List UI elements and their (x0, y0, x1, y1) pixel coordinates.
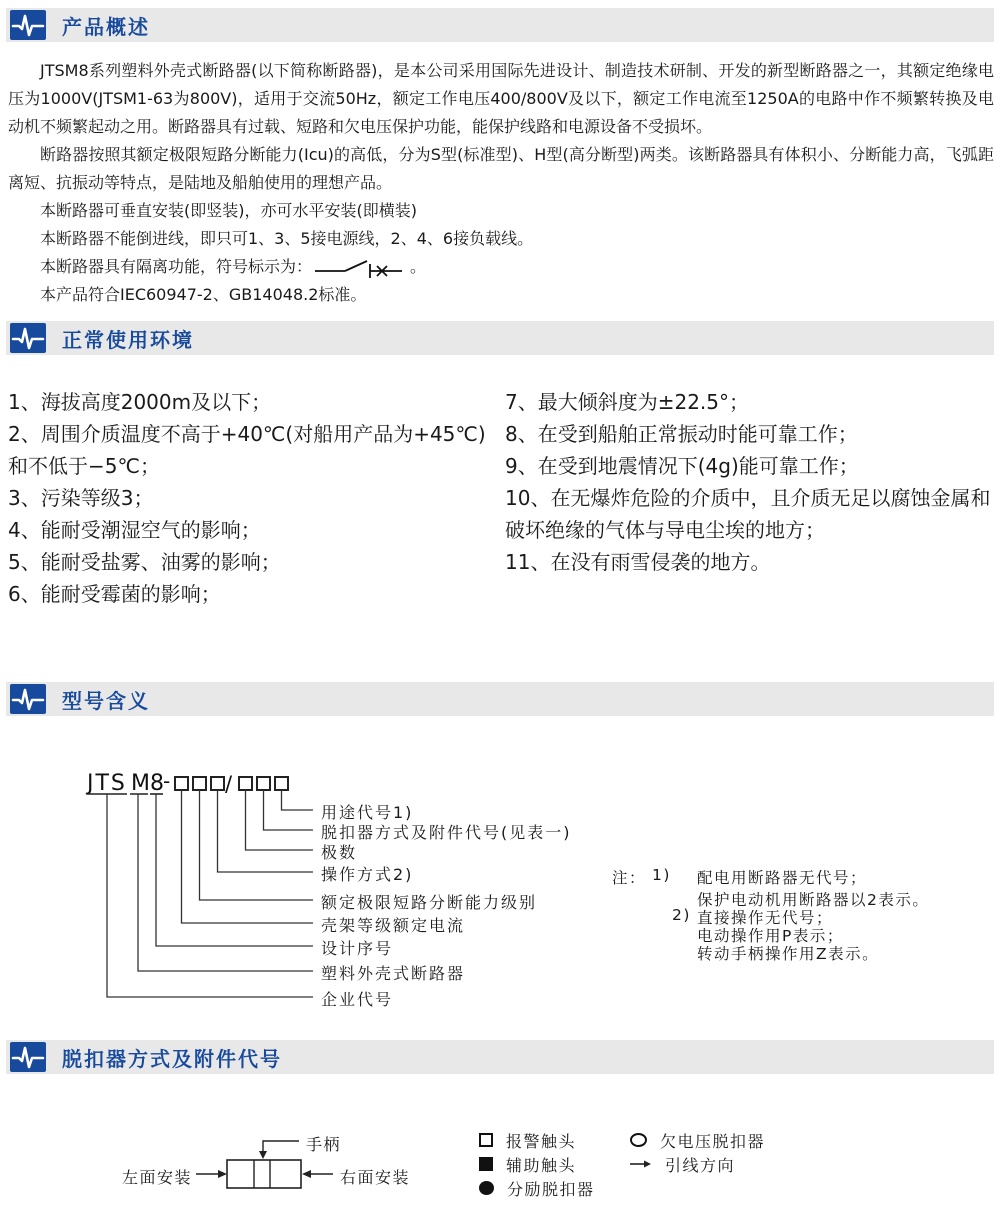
model-label-design-serial: 设计序号 (321, 939, 394, 958)
overview-paragraph: 本断路器不能倒进线，即只可1、3、5接电源线，2、4、6接负载线。 (40, 229, 534, 248)
legend-item-alarm-contact (479, 1131, 576, 1149)
note-marker-2: 2) (672, 906, 691, 924)
model-code-enterprise: JTS (87, 771, 127, 796)
legend-label: 引线方向 (665, 1155, 736, 1175)
model-label-poles: 极数 (321, 843, 358, 862)
pulse-icon (10, 323, 46, 353)
note-line: 转动手柄操作用Z表示。 (697, 945, 880, 963)
model-code-box (239, 777, 252, 790)
legend-label: 辅助触头 (506, 1155, 577, 1175)
section-header-environment (6, 321, 994, 355)
environment-item: 5、能耐受盐雾、油雾的影响； (8, 550, 281, 574)
left-mount-label: 左面安装 (122, 1168, 193, 1187)
legend-item-auxiliary-contact (479, 1155, 576, 1173)
connector-line (138, 794, 313, 971)
environment-item: 3、污染等级3； (8, 486, 154, 510)
handle-arrowhead (259, 1151, 267, 1159)
filled-square-icon (479, 1157, 493, 1171)
model-label-operation-mode: 操作方式2) (321, 865, 414, 884)
environment-item: 7、最大倾斜度为±22.5°； (505, 390, 750, 414)
connector-line (246, 790, 314, 850)
model-label-enterprise-code: 企业代号 (321, 990, 394, 1009)
note-prefix: 注： (612, 869, 647, 887)
isolation-statement: 本断路器具有隔离功能，符号标示为： (40, 257, 313, 276)
handle-pointer-line (263, 1141, 299, 1152)
section-title-environment: 正常使用环境 (62, 327, 194, 352)
overview-paragraph: 断路器按照其额定极限短路分断能力(Icu)的高低，分为S型(标准型)、H型(高分断型)两类。该断路器具有体积小、分断能力高，飞弧距离短、抗振动等特点，是陆地及船舶使用的理想产品。 (8, 145, 994, 192)
environment-item: 1、海拔高度2000m及以下； (8, 390, 272, 414)
connector-line (200, 790, 314, 900)
model-code-box (193, 777, 206, 790)
section-title-trip-codes: 脱扣器方式及附件代号 (62, 1046, 282, 1071)
overview-paragraph: 本断路器可垂直安装(即竖装)，亦可水平安装(即横装) (40, 201, 417, 220)
section-title-overview: 产品概述 (62, 14, 150, 39)
section-header-model-meaning (6, 682, 994, 716)
note-line: 电动操作用P表示； (697, 927, 844, 945)
isolation-function-symbol-icon (314, 256, 406, 280)
section-header-overview (6, 8, 994, 42)
model-code-box (257, 777, 270, 790)
model-code-box (211, 777, 224, 790)
environment-item: 10、在无爆炸危险的介质中，且介质无足以腐蚀金属和破坏绝缘的气体与导电尘埃的地方； (505, 486, 991, 542)
environment-list-right (505, 386, 997, 578)
connector-line (218, 790, 314, 872)
hollow-circle-icon (630, 1133, 647, 1147)
model-code-slash: / (225, 772, 233, 796)
model-code-type: M (131, 771, 150, 796)
legend-item-lead-direction (630, 1155, 735, 1173)
environment-item: 8、在受到船舶正常振动时能可靠工作； (505, 422, 858, 446)
legend-label: 分励脱扣器 (507, 1179, 595, 1199)
model-label-usage-code: 用途代号1) (321, 803, 414, 822)
model-code-box (275, 777, 288, 790)
note-marker-1: 1) (652, 866, 671, 884)
environment-item: 11、在没有雨雪侵袭的地方。 (505, 550, 771, 574)
section-header-trip-codes (6, 1040, 994, 1074)
note-line: 保护电动机用断路器以2表示。 (697, 891, 930, 909)
isolation-statement-period: 。 (410, 257, 427, 276)
overview-paragraph-symbol (8, 253, 994, 281)
model-label-mccb: 塑料外壳式断路器 (321, 964, 466, 983)
model-label-frame-current: 壳架等级额定电流 (321, 916, 466, 935)
pulse-icon (10, 684, 46, 714)
model-code-box (175, 777, 188, 790)
legend-label: 报警触头 (506, 1131, 577, 1151)
arrow-right-icon (630, 1159, 652, 1169)
pulse-icon (10, 10, 46, 40)
model-code-series: 8 (150, 771, 164, 796)
pulse-icon (10, 1042, 46, 1072)
overview-text (8, 57, 994, 309)
note-line: 配电用断路器无代号； (697, 869, 868, 887)
model-label-breaking-capacity: 额定极限短路分断能力级别 (321, 893, 538, 912)
environment-item: 9、在受到地震情况下(4g)能可靠工作； (505, 454, 859, 478)
left-mount-arrowhead (218, 1170, 227, 1178)
note-line: 直接操作无代号； (697, 909, 834, 927)
legend-item-undervoltage-release (630, 1131, 765, 1149)
filled-circle-icon (479, 1181, 494, 1195)
environment-item: 4、能耐受潮湿空气的影响； (8, 518, 261, 542)
environment-item: 6、能耐受霉菌的影响； (8, 582, 221, 606)
environment-item: 2、周围介质温度不高于+40℃(对船用产品为+45℃)和不低于−5℃； (8, 422, 486, 478)
legend-item-shunt-release (479, 1179, 595, 1197)
right-mount-label: 右面安装 (340, 1168, 411, 1187)
environment-list-left (8, 386, 490, 610)
overview-paragraph: 本产品符合IEC60947-2、GB14048.2标准。 (40, 285, 367, 304)
hollow-square-icon (479, 1133, 493, 1147)
breaker-body-outline (227, 1160, 301, 1188)
handle-label: 手柄 (306, 1135, 342, 1154)
legend-label: 欠电压脱扣器 (660, 1131, 766, 1151)
model-code-dash: - (163, 769, 171, 793)
model-label-release-code: 脱扣器方式及附件代号(见表一) (321, 823, 572, 842)
section-title-model-meaning: 型号含义 (62, 688, 150, 713)
overview-paragraph: JTSM8系列塑料外壳式断路器(以下简称断路器)，是本公司采用国际先进设计、制造技术研制、开发的新型断路器之一，其额定绝缘电压为1000V(JTSM1-63为800V)，适用于交流50Hz，额定工作电压400/800V及以下，额定工作电流至1250A的电路中作不频繁转换及电动机不频繁起动之用。断路器具有过载、短路和欠电压保护功能，能保护线路和电源设备不受损坏。 (8, 61, 994, 136)
connector-line (282, 790, 314, 810)
right-mount-arrowhead (302, 1170, 311, 1178)
